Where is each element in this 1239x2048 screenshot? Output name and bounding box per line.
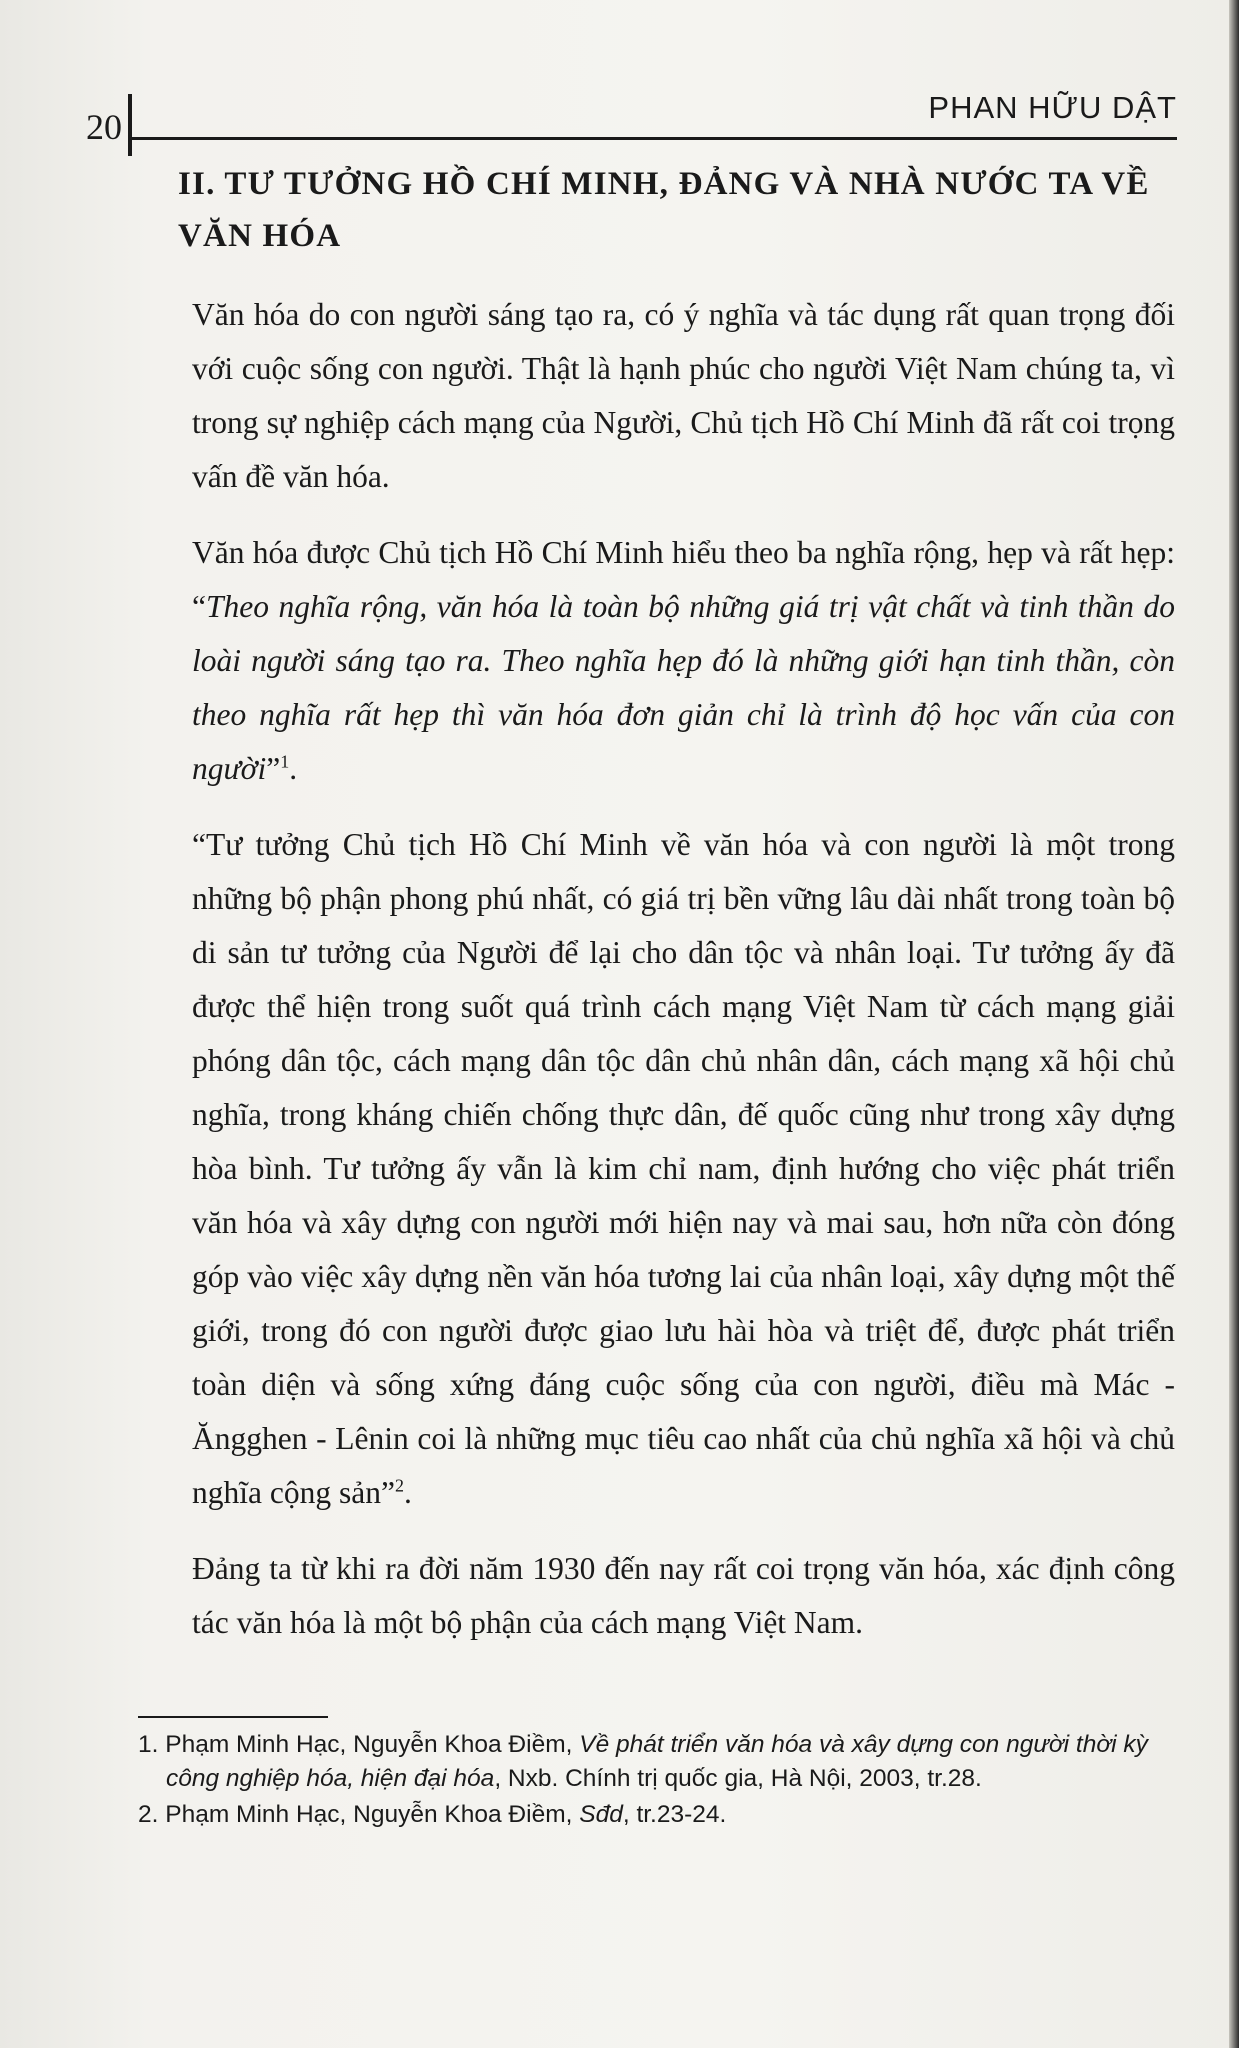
paragraph-2: [168, 526, 1175, 796]
paragraph-3: [168, 818, 1175, 1520]
main-text: [168, 158, 1175, 1672]
footnote-ref-1[interactable]: 1: [280, 751, 290, 772]
footnote-2: [138, 1798, 1178, 1832]
paragraph-3-end: .: [403, 1475, 412, 1510]
footnote-2-title: Sđd: [579, 1801, 623, 1828]
paragraph-2-end: .: [289, 751, 298, 786]
footnote-ref-2[interactable]: 2: [394, 1475, 404, 1496]
page-number: 20: [86, 107, 122, 147]
header-rule: [130, 137, 1177, 140]
footnote-1-number: 1.: [138, 1731, 159, 1758]
paragraph-2-intro: Văn hóa được Chủ tịch Hồ Chí Minh hiểu theo ba nghĩa rộng, hẹp và rất hẹp: “: [192, 535, 1175, 624]
running-title: PHAN HỮU DẬT: [928, 90, 1177, 125]
paragraph-4-text: Đảng ta từ khi ra đời năm 1930 đến nay rất coi trọng văn hóa, xác định công tác văn hóa là một bộ phận của cách mạng Việt Nam.: [192, 1551, 1175, 1640]
header-vertical-rule: [128, 94, 132, 156]
page-header: [0, 0, 1239, 150]
paragraph-1-text: Văn hóa do con người sáng tạo ra, có ý nghĩa và tác dụng rất quan trọng đối với cuộc sống con người. Thật là hạnh phúc cho người Việt Nam chúng ta, vì trong sự nghiệp cách mạng của Người, Chủ tịch Hồ Chí Minh đã rất coi trọng vấn đề văn hóa.: [192, 297, 1175, 494]
page-edge-shadow: [1229, 0, 1239, 2048]
footnote-1-authors: Phạm Minh Hạc, Nguyễn Khoa Điềm,: [165, 1731, 573, 1758]
footnote-1-rest: , Nxb. Chính trị quốc gia, Hà Nội, 2003, tr.28.: [494, 1765, 982, 1792]
footnote-1-title: Về phát triển văn hóa và xây dựng con người thời kỳ công nghiệp hóa, hiện đại hóa: [166, 1731, 1148, 1792]
footnote-2-authors: Phạm Minh Hạc, Nguyễn Khoa Điềm,: [165, 1801, 573, 1828]
footnote-1: [138, 1728, 1178, 1796]
paragraph-3-text: “Tư tưởng Chủ tịch Hồ Chí Minh về văn hóa và con người là một trong những bộ phận phong phú nhất, có giá trị bền vững lâu dài nhất trong toàn bộ di sản tư tưởng của Người để lại cho dân tộc và nhân loại. Tư tưởng ấy đã được thể hiện trong suốt quá trình cách mạng Việt Nam từ cách mạng giải phóng dân tộc, cách mạng dân tộc dân chủ nhân dân, cách mạng xã hội chủ nghĩa, trong kháng chiến chống thực dân, đế quốc cũng như trong xây dựng hòa bình. Tư tưởng ấy vẫn là kim chỉ nam, định hướng cho việc phát triển văn hóa và xây dựng con người mới hiện nay và mai sau, hơn nữa còn đóng góp vào việc xây dựng nền văn hóa tương lai của nhân loại, xây dựng một thế giới, trong đó con người được giao lưu hài hòa và triệt để, được phát triển toàn diện và sống xứng đáng cuộc sống của con người, điều mà Mác - Ăngghen - Lênin coi là những mục tiêu cao nhất của chủ nghĩa xã hội và chủ nghĩa cộng sản”: [192, 827, 1175, 1510]
footnote-2-number: 2.: [138, 1801, 159, 1828]
footnotes: [138, 1728, 1178, 1834]
section-heading: II. TƯ TƯỞNG HỒ CHÍ MINH, ĐẢNG VÀ NHÀ NƯỚC TA VỀ VĂN HÓA: [178, 166, 1150, 254]
footnote-2-rest: , tr.23-24.: [622, 1801, 727, 1828]
paragraph-1: [168, 288, 1175, 504]
paragraph-2-quote: Theo nghĩa rộng, văn hóa là toàn bộ những giá trị vật chất và tinh thần do loài người sáng tạo ra. Theo nghĩa hẹp đó là những giới hạn tinh thần, còn theo nghĩa rất hẹp thì văn hóa đơn giản chỉ là trình độ học vấn của con người: [192, 589, 1175, 786]
paragraph-2-close: ”: [266, 751, 281, 786]
paragraph-4: [168, 1542, 1175, 1650]
footnote-rule: [138, 1716, 328, 1718]
